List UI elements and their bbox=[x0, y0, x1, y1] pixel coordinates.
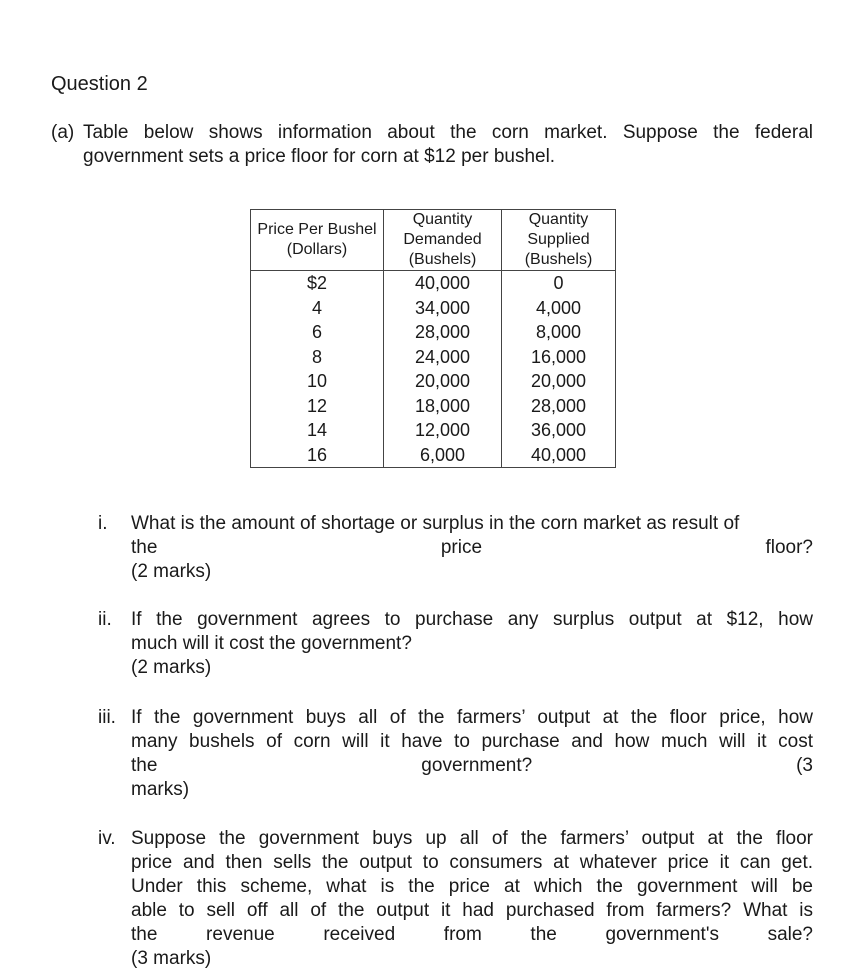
corn-market-table bbox=[250, 209, 616, 468]
subquestion-number: i. bbox=[98, 513, 108, 534]
subquestion-iii bbox=[98, 706, 813, 802]
cell-supplied: 8,000 bbox=[502, 320, 616, 345]
part-a-intro bbox=[51, 121, 813, 169]
part-a-label: (a) bbox=[51, 122, 75, 143]
table-row bbox=[251, 394, 616, 419]
header-demanded-line-3: (Bushels) bbox=[408, 251, 477, 268]
subquestion-line: Under this scheme, what is the price at which the government will be bbox=[131, 876, 813, 897]
cell-supplied: 36,000 bbox=[502, 418, 616, 443]
header-supplied-line-1: Quantity bbox=[528, 211, 589, 228]
cell-price: 8 bbox=[251, 345, 384, 370]
cell-supplied: 4,000 bbox=[502, 296, 616, 321]
subquestion-body bbox=[131, 512, 813, 584]
cell-demanded: 6,000 bbox=[384, 443, 502, 468]
subquestion-line: If the government agrees to purchase any surplus output at $12, how bbox=[131, 609, 813, 630]
header-supplied bbox=[502, 210, 616, 271]
header-price-line-2: (Dollars) bbox=[286, 241, 348, 258]
question-title: Question 2 bbox=[51, 73, 148, 95]
cell-supplied: 0 bbox=[502, 271, 616, 296]
table-header-row bbox=[251, 210, 616, 271]
cell-demanded: 12,000 bbox=[384, 418, 502, 443]
subquestion-iv bbox=[98, 827, 813, 971]
cell-demanded: 20,000 bbox=[384, 369, 502, 394]
table-row bbox=[251, 296, 616, 321]
header-supplied-line-3: (Bushels) bbox=[524, 251, 593, 268]
cell-demanded: 34,000 bbox=[384, 296, 502, 321]
table-row bbox=[251, 418, 616, 443]
subquestion-line: able to sell off all of the output it had purchased from farmers? What is bbox=[131, 900, 813, 921]
header-supplied-line-2: Supplied bbox=[527, 231, 590, 248]
table-row bbox=[251, 443, 616, 468]
cell-price: $2 bbox=[251, 271, 384, 296]
subquestion-line: the government? (3 bbox=[131, 755, 813, 776]
cell-supplied: 28,000 bbox=[502, 394, 616, 419]
subquestion-marks: (2 marks) bbox=[131, 657, 212, 678]
subquestion-line: much will it cost the government? bbox=[131, 633, 412, 654]
cell-supplied: 16,000 bbox=[502, 345, 616, 370]
table-row bbox=[251, 369, 616, 394]
cell-price: 14 bbox=[251, 418, 384, 443]
subquestion-i bbox=[98, 512, 813, 584]
corn-market-table-wrapper bbox=[250, 209, 616, 468]
subquestion-marks: (3 marks) bbox=[131, 948, 212, 969]
cell-price: 16 bbox=[251, 443, 384, 468]
cell-price: 4 bbox=[251, 296, 384, 321]
header-demanded bbox=[384, 210, 502, 271]
subquestion-number: iv. bbox=[98, 828, 116, 849]
subquestion-line: many bushels of corn will it have to purchase and how much will it cost bbox=[131, 731, 813, 752]
cell-supplied: 20,000 bbox=[502, 369, 616, 394]
subquestion-line: What is the amount of shortage or surplus in the corn market as result of bbox=[131, 513, 740, 534]
cell-price: 12 bbox=[251, 394, 384, 419]
cell-demanded: 18,000 bbox=[384, 394, 502, 419]
subquestion-number: iii. bbox=[98, 707, 116, 728]
cell-demanded: 40,000 bbox=[384, 271, 502, 296]
table-row bbox=[251, 320, 616, 345]
part-a-paragraph bbox=[51, 121, 813, 169]
table-row bbox=[251, 271, 616, 296]
subquestion-line: Suppose the government buys up all of the farmers’ output at the floor bbox=[131, 828, 813, 849]
subquestion-ii bbox=[98, 608, 813, 680]
subquestion-marks: (2 marks) bbox=[131, 561, 212, 582]
header-demanded-line-2: Demanded bbox=[403, 231, 482, 248]
subquestion-line: price and then sells the output to consumers at whatever price it can get. bbox=[131, 852, 813, 873]
subquestion-line: the revenue received from the government's sale? bbox=[131, 924, 813, 945]
subquestion-body bbox=[131, 608, 813, 680]
subquestion-body bbox=[131, 827, 813, 971]
cell-price: 6 bbox=[251, 320, 384, 345]
subquestion-line: the price floor? bbox=[131, 537, 813, 558]
part-a-text: Table below shows information about the corn market. Suppose the federal government sets a price floor for corn at $12 per bushel. bbox=[83, 122, 813, 167]
header-price-line-1: Price Per Bushel bbox=[257, 221, 377, 238]
cell-price: 10 bbox=[251, 369, 384, 394]
header-price bbox=[251, 210, 384, 271]
subquestion-marks: marks) bbox=[131, 779, 190, 800]
subquestion-number: ii. bbox=[98, 609, 112, 630]
cell-supplied: 40,000 bbox=[502, 443, 616, 468]
cell-demanded: 24,000 bbox=[384, 345, 502, 370]
subquestion-line: If the government buys all of the farmers’ output at the floor price, how bbox=[131, 707, 813, 728]
subquestion-body bbox=[131, 706, 813, 802]
table-row bbox=[251, 345, 616, 370]
cell-demanded: 28,000 bbox=[384, 320, 502, 345]
header-demanded-line-1: Quantity bbox=[412, 211, 473, 228]
